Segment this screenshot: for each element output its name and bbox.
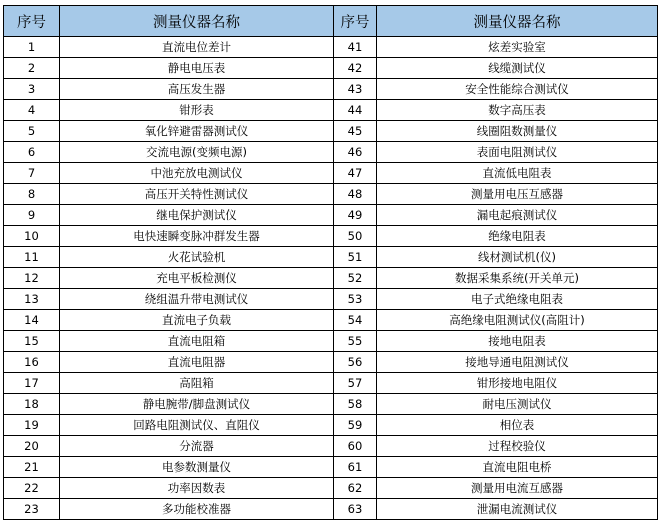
no-left-cell: 13 [4, 289, 60, 310]
no-left-cell: 14 [4, 310, 60, 331]
no-left-cell: 22 [4, 478, 60, 499]
name-left-cell: 交流电源(变频电源) [60, 142, 334, 163]
name-left-cell: 回路电阻测试仪、直阻仪 [60, 415, 334, 436]
name-right-cell: 数字高压表 [377, 100, 658, 121]
name-left-cell: 中池充放电测试仪 [60, 163, 334, 184]
no-left-cell: 12 [4, 268, 60, 289]
header-name-right: 测量仪器名称 [377, 6, 658, 37]
table-row [4, 373, 658, 394]
name-right-cell: 直流低电阻表 [377, 163, 658, 184]
name-left-cell: 直流电子负载 [60, 310, 334, 331]
name-right-cell: 泄漏电流测试仪 [377, 499, 658, 520]
instrument-table [3, 5, 658, 520]
name-left-cell: 静电腕带/脚盘测试仪 [60, 394, 334, 415]
table-row [4, 394, 658, 415]
name-right-cell: 高绝缘电阻测试仪(高阻计) [377, 310, 658, 331]
no-left-cell: 2 [4, 58, 60, 79]
table-row [4, 163, 658, 184]
name-right-cell: 接地电阻表 [377, 331, 658, 352]
no-left-cell: 17 [4, 373, 60, 394]
name-left-cell: 高压开关特性测试仪 [60, 184, 334, 205]
no-left-cell: 21 [4, 457, 60, 478]
name-left-cell: 分流器 [60, 436, 334, 457]
table-row [4, 457, 658, 478]
name-left-cell: 钳形表 [60, 100, 334, 121]
name-right-cell: 过程校验仪 [377, 436, 658, 457]
name-left-cell: 静电电压表 [60, 58, 334, 79]
no-left-cell: 9 [4, 205, 60, 226]
no-right-cell: 55 [334, 331, 377, 352]
no-right-cell: 50 [334, 226, 377, 247]
no-right-cell: 56 [334, 352, 377, 373]
name-left-cell: 直流电阻器 [60, 352, 334, 373]
name-right-cell: 钳形接地电阻仪 [377, 373, 658, 394]
name-left-cell: 继电保护测试仪 [60, 205, 334, 226]
name-right-cell: 绝缘电阻表 [377, 226, 658, 247]
no-left-cell: 4 [4, 100, 60, 121]
name-right-cell: 数据采集系统(开关单元) [377, 268, 658, 289]
name-left-cell: 高压发生器 [60, 79, 334, 100]
header-name-left: 测量仪器名称 [60, 6, 334, 37]
name-left-cell: 高阻箱 [60, 373, 334, 394]
table-row [4, 226, 658, 247]
table-row [4, 268, 658, 289]
name-right-cell: 安全性能综合测试仪 [377, 79, 658, 100]
name-left-cell: 功率因数表 [60, 478, 334, 499]
no-right-cell: 53 [334, 289, 377, 310]
no-right-cell: 44 [334, 100, 377, 121]
table-row [4, 247, 658, 268]
no-right-cell: 59 [334, 415, 377, 436]
no-right-cell: 49 [334, 205, 377, 226]
name-left-cell: 直流电位差计 [60, 37, 334, 58]
no-left-cell: 11 [4, 247, 60, 268]
name-left-cell: 充电平板检测仪 [60, 268, 334, 289]
no-right-cell: 47 [334, 163, 377, 184]
no-left-cell: 8 [4, 184, 60, 205]
no-left-cell: 18 [4, 394, 60, 415]
header-no-right: 序号 [334, 6, 377, 37]
table-row [4, 37, 658, 58]
name-right-cell: 表面电阻测试仪 [377, 142, 658, 163]
name-right-cell: 线缆测试仪 [377, 58, 658, 79]
no-left-cell: 1 [4, 37, 60, 58]
name-left-cell: 多功能校准器 [60, 499, 334, 520]
no-left-cell: 7 [4, 163, 60, 184]
no-right-cell: 61 [334, 457, 377, 478]
table-row [4, 436, 658, 457]
no-left-cell: 23 [4, 499, 60, 520]
table-row [4, 121, 658, 142]
no-right-cell: 51 [334, 247, 377, 268]
name-left-cell: 氧化锌避雷器测试仪 [60, 121, 334, 142]
no-left-cell: 16 [4, 352, 60, 373]
no-left-cell: 15 [4, 331, 60, 352]
name-right-cell: 直流电阻电桥 [377, 457, 658, 478]
table-row [4, 331, 658, 352]
no-right-cell: 60 [334, 436, 377, 457]
name-left-cell: 电参数测量仪 [60, 457, 334, 478]
no-right-cell: 46 [334, 142, 377, 163]
table-row [4, 478, 658, 499]
header-no-left: 序号 [4, 6, 60, 37]
table-row [4, 415, 658, 436]
no-left-cell: 20 [4, 436, 60, 457]
name-left-cell: 绕组温升带电测试仪 [60, 289, 334, 310]
table-row [4, 142, 658, 163]
no-left-cell: 19 [4, 415, 60, 436]
name-left-cell: 直流电阻箱 [60, 331, 334, 352]
table-body [4, 37, 658, 520]
table-row [4, 499, 658, 520]
table-row [4, 184, 658, 205]
no-left-cell: 10 [4, 226, 60, 247]
name-right-cell: 相位表 [377, 415, 658, 436]
table-header-row [4, 6, 658, 37]
no-left-cell: 3 [4, 79, 60, 100]
table-row [4, 58, 658, 79]
no-right-cell: 42 [334, 58, 377, 79]
instrument-table-container [3, 5, 658, 520]
table-row [4, 310, 658, 331]
no-right-cell: 54 [334, 310, 377, 331]
name-right-cell: 测量用电压互感器 [377, 184, 658, 205]
table-row [4, 79, 658, 100]
name-right-cell: 接地导通电阻测试仪 [377, 352, 658, 373]
no-right-cell: 62 [334, 478, 377, 499]
name-right-cell: 电子式绝缘电阻表 [377, 289, 658, 310]
no-left-cell: 6 [4, 142, 60, 163]
name-right-cell: 炫差实验室 [377, 37, 658, 58]
no-right-cell: 45 [334, 121, 377, 142]
no-right-cell: 57 [334, 373, 377, 394]
no-right-cell: 58 [334, 394, 377, 415]
name-left-cell: 火花试验机 [60, 247, 334, 268]
no-left-cell: 5 [4, 121, 60, 142]
name-right-cell: 耐电压测试仪 [377, 394, 658, 415]
name-right-cell: 线材测试机(仪) [377, 247, 658, 268]
no-right-cell: 41 [334, 37, 377, 58]
table-row [4, 289, 658, 310]
name-right-cell: 线圈阻数测量仪 [377, 121, 658, 142]
no-right-cell: 52 [334, 268, 377, 289]
table-row [4, 352, 658, 373]
name-right-cell: 测量用电流互感器 [377, 478, 658, 499]
no-right-cell: 48 [334, 184, 377, 205]
table-row [4, 100, 658, 121]
name-right-cell: 漏电起痕测试仪 [377, 205, 658, 226]
table-row [4, 205, 658, 226]
no-right-cell: 43 [334, 79, 377, 100]
no-right-cell: 63 [334, 499, 377, 520]
name-left-cell: 电快速瞬变脉冲群发生器 [60, 226, 334, 247]
